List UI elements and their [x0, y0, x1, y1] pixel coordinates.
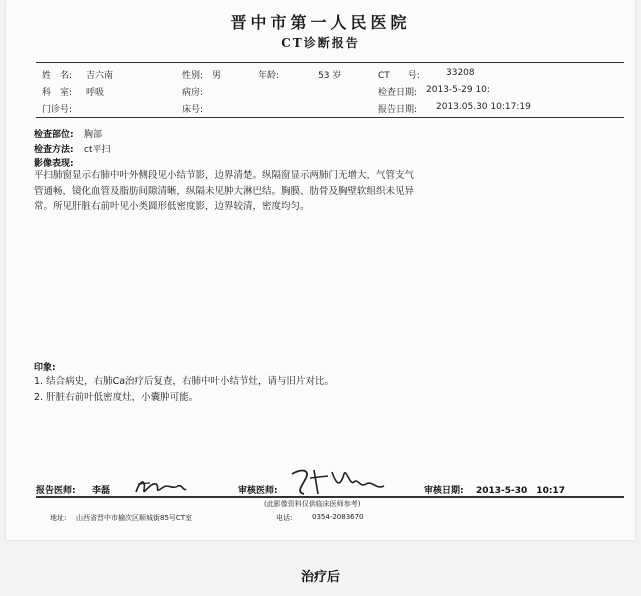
- ward-label: 病房:: [182, 88, 204, 98]
- exam-method-value: ct平扫: [84, 145, 111, 155]
- name-label: 姓 名:: [42, 71, 73, 81]
- impression-label: 印象:: [34, 363, 56, 373]
- ct-number-label: CT 号:: [378, 71, 420, 81]
- caption: 治疗后: [300, 570, 340, 585]
- phone-value: 0354-2083670: [312, 513, 364, 521]
- sex-label: 性别:: [182, 71, 204, 81]
- exam-site-label: 检查部位:: [34, 130, 74, 140]
- report-title: CT诊断报告: [281, 36, 360, 50]
- dept-value: 呼吸: [86, 88, 105, 98]
- age-value: 53 岁: [318, 71, 342, 81]
- ct-report-sheet: [6, 0, 635, 540]
- disclaimer-note: (此影像资料仅供临床医师参考): [264, 500, 361, 508]
- findings-text: [34, 168, 626, 215]
- age-label: 年龄:: [258, 71, 280, 81]
- header-top-rule: [36, 62, 624, 63]
- report-date-value: 2013.05.30 10:17:19: [436, 102, 531, 112]
- ct-number-value: 33208: [446, 68, 475, 78]
- footer-rule: [36, 496, 624, 498]
- dept-label: 科 室:: [42, 88, 73, 98]
- reporter-signature: [132, 474, 188, 498]
- findings-line: 管通畅，镜化血管及脂肪间隙清晰，纵隔未见肿大淋巴结。胸膜、肋骨及胸壁软组织未见异: [34, 185, 415, 197]
- findings-line: 常。所见肝脏右前叶见小类圆形低密度影，边界较清，密度均匀。: [34, 201, 310, 212]
- reporter-value: 李磊: [92, 486, 111, 496]
- reviewer-signature: [288, 464, 388, 498]
- phone-label: 电话:: [276, 514, 293, 522]
- review-date-value: 2013-5-30 10:17: [476, 486, 565, 496]
- bed-label: 床号:: [182, 105, 204, 115]
- report-date-label: 报告日期:: [378, 105, 418, 115]
- exam-date-value: 2013-5-29 10:: [426, 85, 490, 95]
- review-date-label: 审核日期:: [424, 486, 464, 496]
- exam-method-label: 检查方法:: [34, 145, 74, 155]
- reviewer-label: 审核医师:: [238, 486, 278, 496]
- outpatient-label: 门诊号:: [42, 105, 73, 115]
- impression-line: 1. 结合病史，右肺Ca治疗后复查，右肺中叶小结节灶，请与旧片对比。: [34, 376, 335, 387]
- impression-text: [34, 374, 626, 405]
- address-value: 山西省晋中市榆次区顺城街85号CT室: [76, 514, 193, 522]
- hospital-name: 晋中市第一人民医院: [230, 13, 411, 32]
- exam-site-value: 胸部: [84, 130, 103, 140]
- address-label: 地址:: [50, 514, 67, 522]
- header-bottom-rule: [36, 117, 624, 118]
- findings-line: 平扫肺窗显示右肺中叶外侧段见小结节影，边界清楚。纵隔窗显示两肺门无增大，气管支气: [34, 170, 415, 181]
- impression-line: 2. 肝脏右前叶低密度灶，小囊肿可能。: [34, 391, 199, 403]
- findings-label: 影像表现:: [34, 159, 74, 169]
- sex-value: 男: [212, 71, 222, 81]
- reporter-label: 报告医师:: [36, 486, 76, 496]
- exam-date-label: 检查日期:: [378, 88, 418, 98]
- name-value: 吉六南: [86, 71, 114, 81]
